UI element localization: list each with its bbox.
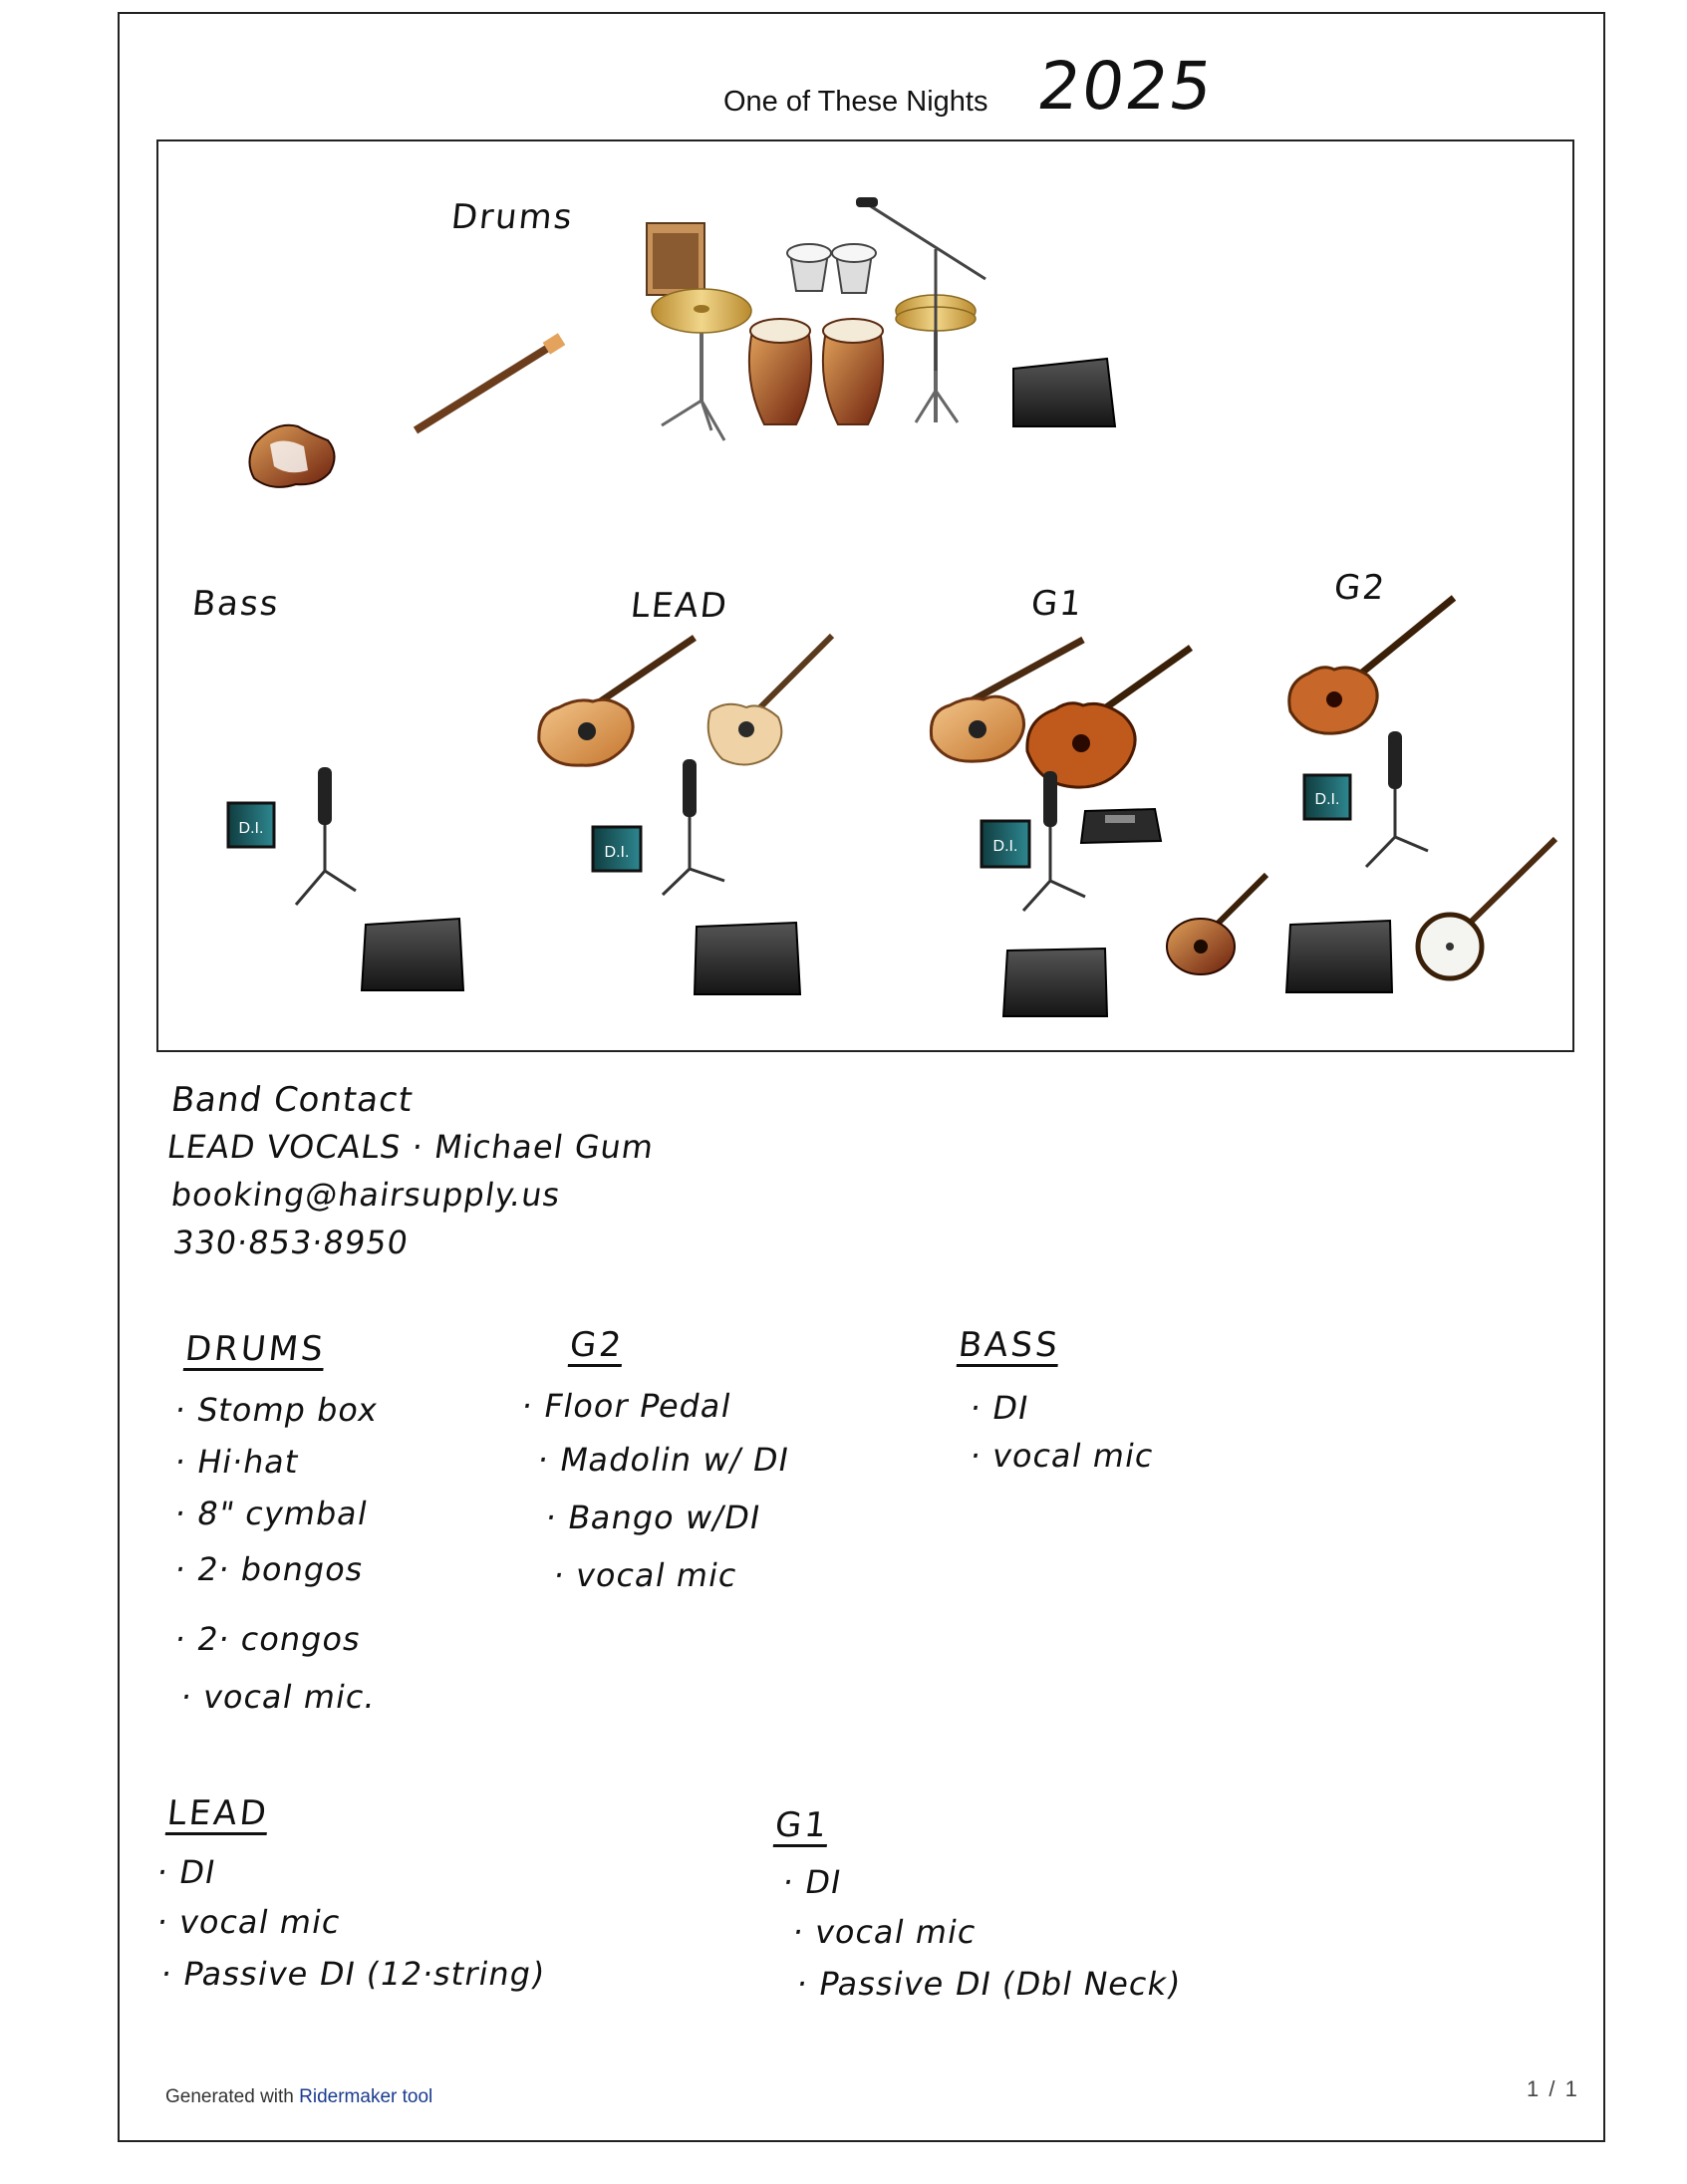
classical-guitar-g1-icon [1027, 648, 1191, 787]
acoustic-guitar-lead-icon [539, 638, 695, 765]
electric-bass-guitar-icon [249, 333, 565, 487]
di-box-bass-icon [228, 803, 274, 847]
g2-item: · vocal mic [550, 1556, 741, 1594]
banjo-icon [1418, 839, 1555, 978]
congas-icon [749, 319, 883, 424]
section-heading-lead: LEAD [164, 1793, 271, 1833]
document-title: One of These Nights [723, 86, 988, 118]
g2-item: · Floor Pedal [518, 1387, 735, 1425]
mic-stand-lead-icon [663, 759, 724, 895]
acoustic-guitar-g2-icon [1289, 598, 1454, 733]
contact-heading: Band Contact [168, 1080, 417, 1120]
bass-item: · vocal mic [967, 1437, 1158, 1475]
di-label-g1: D.I. [992, 838, 1018, 855]
drums-item: · Stomp box [171, 1391, 382, 1429]
footer-prefix: Generated with [165, 2086, 300, 2107]
g1-item: · Passive DI (Dbl Neck) [793, 1965, 1185, 2003]
lead-item: · vocal mic [153, 1903, 345, 1941]
g2-item: · Bango w/DI [542, 1499, 764, 1536]
mic-stand-bass-icon [296, 767, 356, 905]
stage-label-g2: G2 [1331, 568, 1389, 608]
stage-plot [156, 139, 1574, 1052]
di-label-g2: D.I. [1314, 791, 1340, 808]
section-heading-g1: G1 [772, 1805, 832, 1845]
section-heading-g2: G2 [567, 1325, 627, 1365]
bass-item: · DI [967, 1389, 1032, 1427]
drums-item: · 2· bongos [171, 1550, 368, 1588]
lead-item: · Passive DI (12·string) [157, 1955, 549, 1993]
12-string-guitar-lead-icon [708, 636, 832, 765]
footer-generated-with [165, 2086, 432, 2108]
g1-item: · DI [779, 1863, 845, 1901]
drums-item: · 8" cymbal [171, 1495, 372, 1532]
cymbal-stand-left-icon [652, 289, 751, 440]
drums-item: · vocal mic. [177, 1678, 380, 1716]
mic-stand-g2-icon [1366, 731, 1428, 867]
mic-stand-g1-icon [1023, 771, 1085, 911]
di-label-bass: D.I. [238, 820, 264, 837]
lead-item: · DI [153, 1853, 219, 1891]
monitor-wedge-bass-icon [362, 919, 463, 990]
g1-item: · vocal mic [789, 1913, 981, 1951]
di-label-lead: D.I. [604, 844, 630, 861]
di-box-g2-icon [1304, 775, 1350, 819]
bongos-icon [787, 244, 876, 293]
page-number: 1 / 1 [1527, 2076, 1579, 2101]
cajon-stomp-box-icon [647, 223, 704, 295]
section-heading-bass: BASS [956, 1325, 1062, 1365]
contact-email: booking@hairsupply.us [168, 1176, 564, 1214]
monitor-wedge-lead-icon [695, 923, 800, 994]
stage-label-lead: LEAD [628, 586, 730, 626]
di-box-lead-icon [593, 827, 641, 871]
floor-pedal-g1-icon [1081, 809, 1161, 843]
drums-item: · Hi·hat [171, 1443, 303, 1481]
stage-label-drums: Drums [448, 197, 576, 237]
section-heading-drums: DRUMS [182, 1329, 328, 1369]
monitor-wedge-g1-icon [1003, 949, 1107, 1016]
mandolin-icon [1167, 875, 1266, 974]
stage-label-bass: Bass [189, 584, 282, 624]
monitor-wedge-g2-icon [1286, 921, 1392, 992]
contact-phone: 330·853·8950 [170, 1224, 412, 1261]
stage-label-g1: G1 [1028, 584, 1086, 624]
ridermaker-tool-link[interactable]: Ridermaker tool [299, 2086, 433, 2107]
g2-item: · Madolin w/ DI [534, 1441, 793, 1479]
di-box-g1-icon [982, 821, 1029, 867]
drums-item: · 2· congos [171, 1620, 365, 1658]
handwritten-year: 2025 [1032, 48, 1220, 125]
contact-name-line: LEAD VOCALS · Michael Gum [164, 1128, 657, 1166]
monitor-wedge-drums-icon [1013, 359, 1115, 426]
